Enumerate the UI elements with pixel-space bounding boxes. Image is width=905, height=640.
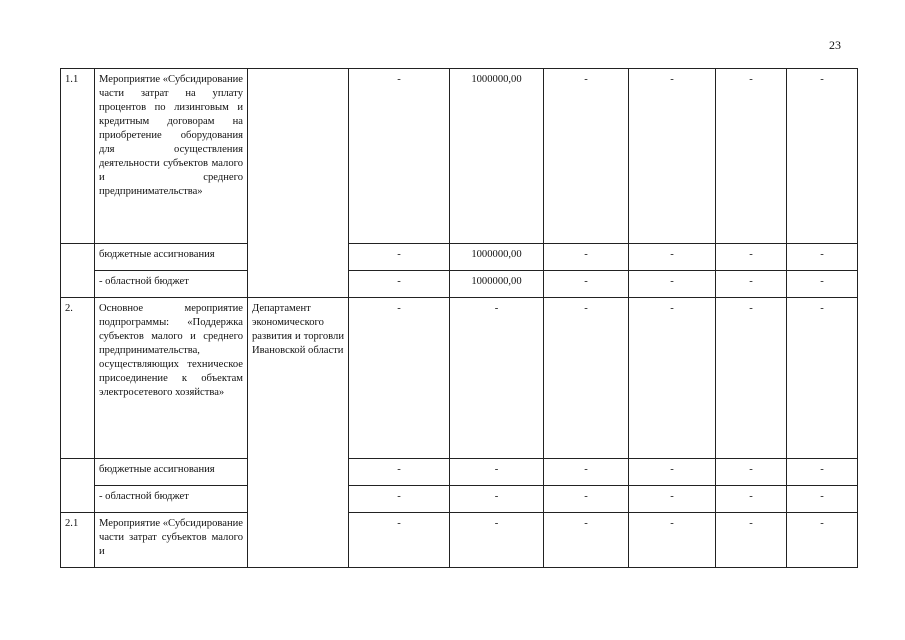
value-cell: - — [544, 459, 629, 486]
table-row — [61, 513, 858, 568]
value-cell: - — [716, 513, 787, 568]
value-cell: - — [716, 271, 787, 298]
value-cell: - — [787, 486, 858, 513]
value-cell: - — [716, 486, 787, 513]
activity-name: Мероприятие «Субсидирование части затрат на уплату процентов по лизинговым и кредитным договорам на приобретение оборудования для осуществления деятельности субъектов малого и среднего предпринимательства» — [95, 69, 248, 244]
funding-label: - областной бюджет — [95, 271, 248, 298]
row-number: 2. — [61, 298, 95, 459]
executor-cell — [248, 69, 349, 298]
value-cell: - — [629, 69, 716, 244]
value-cell: - — [349, 69, 450, 244]
value-cell: - — [544, 486, 629, 513]
value-cell: - — [787, 271, 858, 298]
value-cell: - — [349, 513, 450, 568]
value-cell: - — [629, 244, 716, 271]
table-row — [61, 69, 858, 244]
budget-table — [60, 68, 858, 568]
value-cell: - — [349, 244, 450, 271]
funding-label: - областной бюджет — [95, 486, 248, 513]
table-row — [61, 459, 858, 486]
value-cell: - — [349, 459, 450, 486]
value-cell: - — [629, 513, 716, 568]
value-cell: - — [544, 513, 629, 568]
value-cell: - — [544, 271, 629, 298]
value-cell: - — [349, 298, 450, 459]
value-cell: - — [450, 486, 544, 513]
table-row — [61, 486, 858, 513]
value-cell: - — [787, 298, 858, 459]
value-cell: - — [349, 271, 450, 298]
page-number: 23 — [829, 38, 841, 52]
row-number-empty — [61, 244, 95, 298]
table-row — [61, 298, 858, 459]
value-cell: - — [716, 69, 787, 244]
value-cell: - — [716, 298, 787, 459]
value-cell: - — [629, 459, 716, 486]
value-cell: - — [544, 69, 629, 244]
row-number-empty — [61, 459, 95, 513]
value-cell: 1000000,00 — [450, 271, 544, 298]
table-row — [61, 271, 858, 298]
value-cell: - — [629, 486, 716, 513]
value-cell: - — [716, 244, 787, 271]
executor-cell: Департамент экономического развития и торговли Ивановской области — [248, 298, 349, 568]
value-cell: - — [544, 298, 629, 459]
row-number: 2.1 — [61, 513, 95, 568]
value-cell: - — [450, 298, 544, 459]
activity-name: Основное мероприятие подпрограммы: «Поддержка субъектов малого и среднего предпринимательства, осуществляющих техническое присоединение к объектам электросетевого хозяйства» — [95, 298, 248, 459]
value-cell: - — [349, 486, 450, 513]
funding-label: бюджетные ассигнования — [95, 244, 248, 271]
value-cell: - — [787, 513, 858, 568]
value-cell: - — [787, 69, 858, 244]
value-cell: - — [716, 459, 787, 486]
value-cell: 1000000,00 — [450, 244, 544, 271]
row-number: 1.1 — [61, 69, 95, 244]
table-row — [61, 244, 858, 271]
value-cell: - — [450, 513, 544, 568]
value-cell: - — [544, 244, 629, 271]
funding-label: бюджетные ассигнования — [95, 459, 248, 486]
value-cell: - — [629, 271, 716, 298]
value-cell: - — [787, 244, 858, 271]
value-cell: - — [450, 459, 544, 486]
value-cell: 1000000,00 — [450, 69, 544, 244]
value-cell: - — [787, 459, 858, 486]
activity-name: Мероприятие «Субсидирование части затрат субъектов малого и — [95, 513, 248, 568]
value-cell: - — [629, 298, 716, 459]
